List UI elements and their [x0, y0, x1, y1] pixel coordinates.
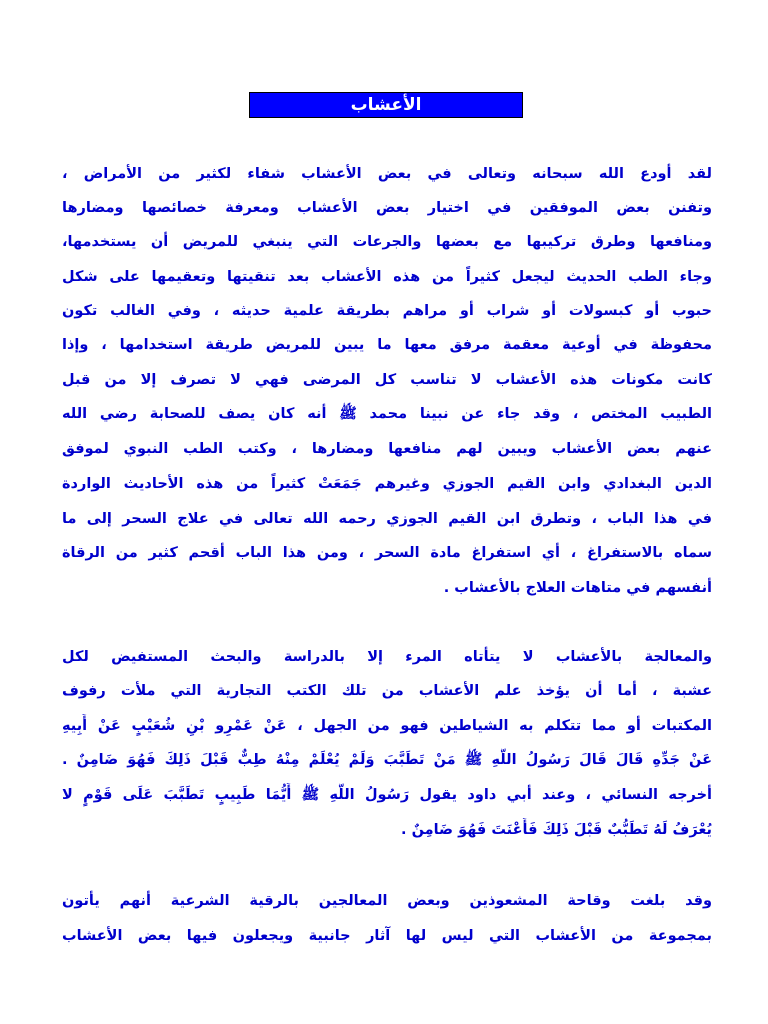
page-title: الأعشاب: [350, 95, 422, 115]
paragraph-1-line-5: حبوب أو كبسولات أو شراب أو مراهم بطريقة علمية حديثه ، وفي الغالب تكون: [62, 303, 712, 319]
paragraph-2-line-4: عَنْ جَدِّهِ قَالَ قَالَ رَسُولُ اللَّهِ ﷺ مَنْ تَطَبَّبَ وَلَمْ يُعْلَمْ مِنْهُ طِبٌّ قَبْلَ ذَلِكَ فَهُوَ ضَامِنٌ .: [62, 752, 712, 768]
paragraph-2-line-6: يُعْرَفُ لَهُ تَطَبُّبٌ قَبْلَ ذَلِكَ فَأَعْنَتَ فَهُوَ ضَامِنٌ .: [401, 822, 712, 838]
paragraph-1-line-11: في هذا الباب ، وتطرق ابن القيم الجوزي رحمه الله تعالى في علاج السحر إلى ما: [62, 511, 712, 527]
paragraph-3-line-1: وقد بلغت وقاحة المشعوذين وبعض المعالجين بالرقية الشرعية أنهم يأتون: [62, 893, 712, 909]
paragraph-2-line-1: والمعالجة بالأعشاب لا يتأتاه المرء إلا بالدراسة والبحث المستفيض لكل: [62, 649, 712, 665]
paragraph-1-line-4: وجاء الطب الحديث ليجعل كثيراً من هذه الأعشاب بعد تنقيتها وتعقيمها على شكل: [62, 269, 712, 285]
paragraph-1-line-9: عنهم بعض الأعشاب ويبين لهم منافعها ومضارها ، وكتب الطب النبوي لموفق: [62, 441, 712, 457]
paragraph-3-line-2: بمجموعة من الأعشاب التي ليس لها آثار جانبية ويجعلون فيها بعض الأعشاب: [62, 928, 712, 944]
paragraph-1-line-10: الدين البغدادي وابن القيم الجوزي وغيرهم جَمَعَتْ كثيراً من هذه الأحاديث الواردة: [62, 476, 712, 492]
paragraph-1-line-2: وتفنن بعض الموفقين في اختيار بعض الأعشاب ومعرفة خصائصها ومضارها: [62, 200, 712, 216]
paragraph-2-line-3: المكتبات أو مما تتكلم به الشياطين فهو من الجهل ، عَنْ عَمْرِو بْنِ شُعَيْبٍ عَنْ أَبِيهِ: [62, 718, 712, 734]
paragraph-1-line-1: لقد أودع الله سبحانه وتعالى في بعض الأعشاب شفاء لكثير من الأمراض ،: [62, 166, 712, 182]
title-banner: [249, 92, 523, 118]
paragraph-1-line-6: محفوظة في أوعية معقمة مرفق معها ما يبين للمريض طريقة استخدامها ، وإذا: [62, 337, 712, 353]
paragraph-1-line-7: كانت مكونات هذه الأعشاب لا تناسب كل المرضى فهي لا تصرف إلا من قبل: [62, 372, 712, 388]
paragraph-1-line-3: ومنافعها وطرق تركيبها مع بعضها والجرعات التي ينبغي للمريض أن يستخدمها،: [62, 234, 712, 250]
paragraph-1-line-12: سماه بالاستفراغ ، أي استفراغ مادة السحر ، ومن هذا الباب أقحم كثير من الرقاة: [62, 545, 712, 561]
paragraph-1-line-13: أنفسهم في متاهات العلاج بالأعشاب .: [443, 580, 712, 596]
paragraph-1-line-8: الطبيب المختص ، وقد جاء عن نبينا محمد ﷺ أنه كان يصف للصحابة رضي الله: [62, 406, 712, 422]
paragraph-2-line-5: أخرجه النسائي ، وعند أبي داود يقول رَسُولُ اللَّهِ ﷺ أَيُّمَا طَبِيبٍ تَطَبَّبَ عَلَى قَوْمٍ لا: [62, 787, 712, 803]
paragraph-2-line-2: عشبة ، أما أن يؤخذ علم الأعشاب من تلك الكتب التجارية التي ملأت رفوف: [62, 683, 712, 699]
